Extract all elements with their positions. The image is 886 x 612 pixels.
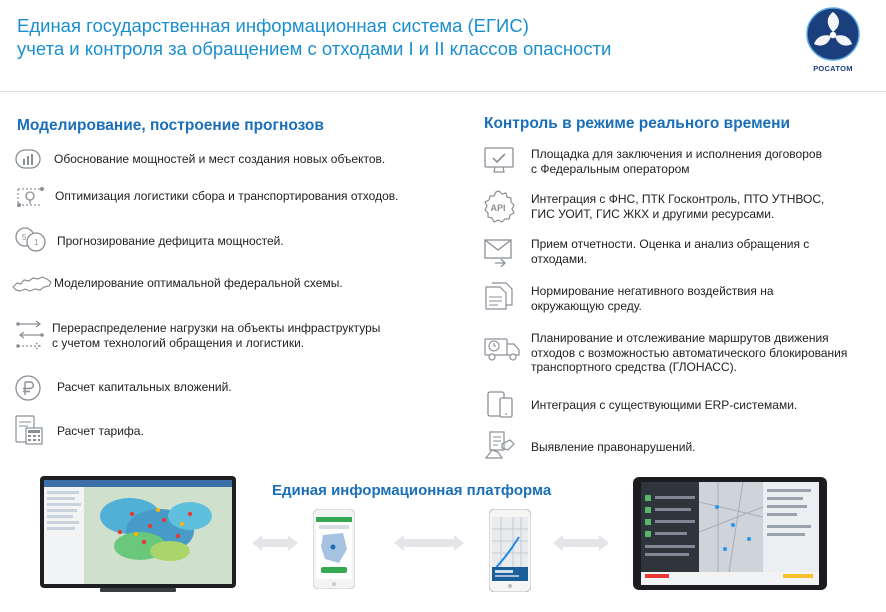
header-divider (0, 91, 886, 92)
list-item-text: Расчет тарифа. (57, 424, 144, 438)
list-item-text: Моделирование оптимальной федеральной схемы. (54, 276, 343, 290)
title-line-1: Единая государственная информационная система (ЕГИС) (17, 15, 529, 36)
right-section-title: Контроль в режиме реального времени (484, 115, 791, 132)
rosatom-logo-icon (803, 4, 863, 64)
laptop-map-screen (40, 476, 236, 592)
list-item-text: Оптимизация логистики сбора и транспортирования отходов. (55, 189, 399, 203)
list-item-text: Интеграция с существующими ERP-системами. (531, 398, 798, 412)
envelope-icon (483, 237, 515, 267)
list-item-line: с Федеральным оператором (531, 161, 690, 176)
list-item-text (531, 237, 809, 266)
coins-icon (14, 225, 48, 253)
svg-text:1: 1 (34, 238, 39, 247)
dashboard-image (633, 477, 827, 590)
title-line-2: учета и контроля за обращением с отходами I и II классов опасности (17, 38, 612, 59)
list-item-line: Перераспределение нагрузки на объекты инфраструктуры (52, 321, 381, 335)
ruble-icon (14, 374, 42, 402)
list-item-text (52, 321, 380, 350)
platform-title: Единая информационная платформа (272, 482, 552, 499)
double-arrow-icon (394, 533, 464, 553)
list-item-line: Прием отчетности. Оценка и анализ обращения с (531, 237, 810, 251)
list-item-line: окружающую среду. (531, 298, 642, 313)
truck-icon (483, 335, 521, 363)
phone-app-screen (313, 509, 355, 589)
list-item-line: Интеграция с ФНС, ПТК Госконтроль, ПТО УТНВОС, (531, 192, 825, 206)
list-item-line: ГИС УОИТ, ГИС ЖКХ и другими ресурсами. (531, 206, 775, 221)
monitor-icon (483, 145, 515, 175)
rosatom-logo (803, 4, 863, 76)
phone-image (489, 509, 531, 592)
calculator-icon (14, 414, 44, 446)
list-item-line: отходов с возможностью автоматического блокирования (531, 345, 848, 360)
list-item-text: Выявление правонарушений. (531, 440, 696, 454)
svg-text:API: API (490, 203, 506, 213)
document-icon (484, 281, 516, 311)
api-icon (481, 189, 517, 225)
list-item-line: Нормирование негативного воздействия на (531, 284, 774, 298)
phone-map-screen (489, 509, 531, 592)
inspector-icon (484, 430, 516, 462)
list-item-line: транспортного средства (ГЛОНАСС). (531, 360, 737, 374)
logo-text: РОСАТОМ (813, 64, 853, 73)
russia-map-icon (11, 273, 53, 295)
page-title (17, 14, 611, 60)
list-item-text: Прогнозирование дефицита мощностей. (57, 234, 284, 248)
route-icon (14, 183, 46, 211)
phone-image (313, 509, 355, 589)
list-item-line: с учетом технологий обращения и логистики. (52, 335, 305, 350)
svg-text:5: 5 (22, 233, 27, 242)
list-item-text (531, 147, 822, 176)
list-item-text: Обоснование мощностей и мест создания новых объектов. (54, 152, 386, 166)
list-item-text: Расчет капитальных вложений. (57, 380, 232, 394)
left-section-title: Моделирование, построение прогнозов (17, 117, 324, 134)
list-item-line: Площадка для заключения и исполнения договоров (531, 147, 822, 161)
list-item-text (531, 284, 774, 313)
list-item-line: Планирование и отслеживание маршрутов движения (531, 331, 829, 345)
map-screen-image (40, 476, 236, 592)
list-item-text (531, 192, 824, 221)
double-arrow-icon (252, 533, 298, 553)
devices-icon (486, 389, 518, 419)
tablet-dashboard-screen (633, 477, 827, 590)
chart-icon (14, 148, 42, 170)
list-item-text (531, 331, 847, 375)
double-arrow-icon (553, 533, 609, 553)
list-item-line: отходами. (531, 251, 588, 266)
redistribution-icon (14, 318, 46, 352)
